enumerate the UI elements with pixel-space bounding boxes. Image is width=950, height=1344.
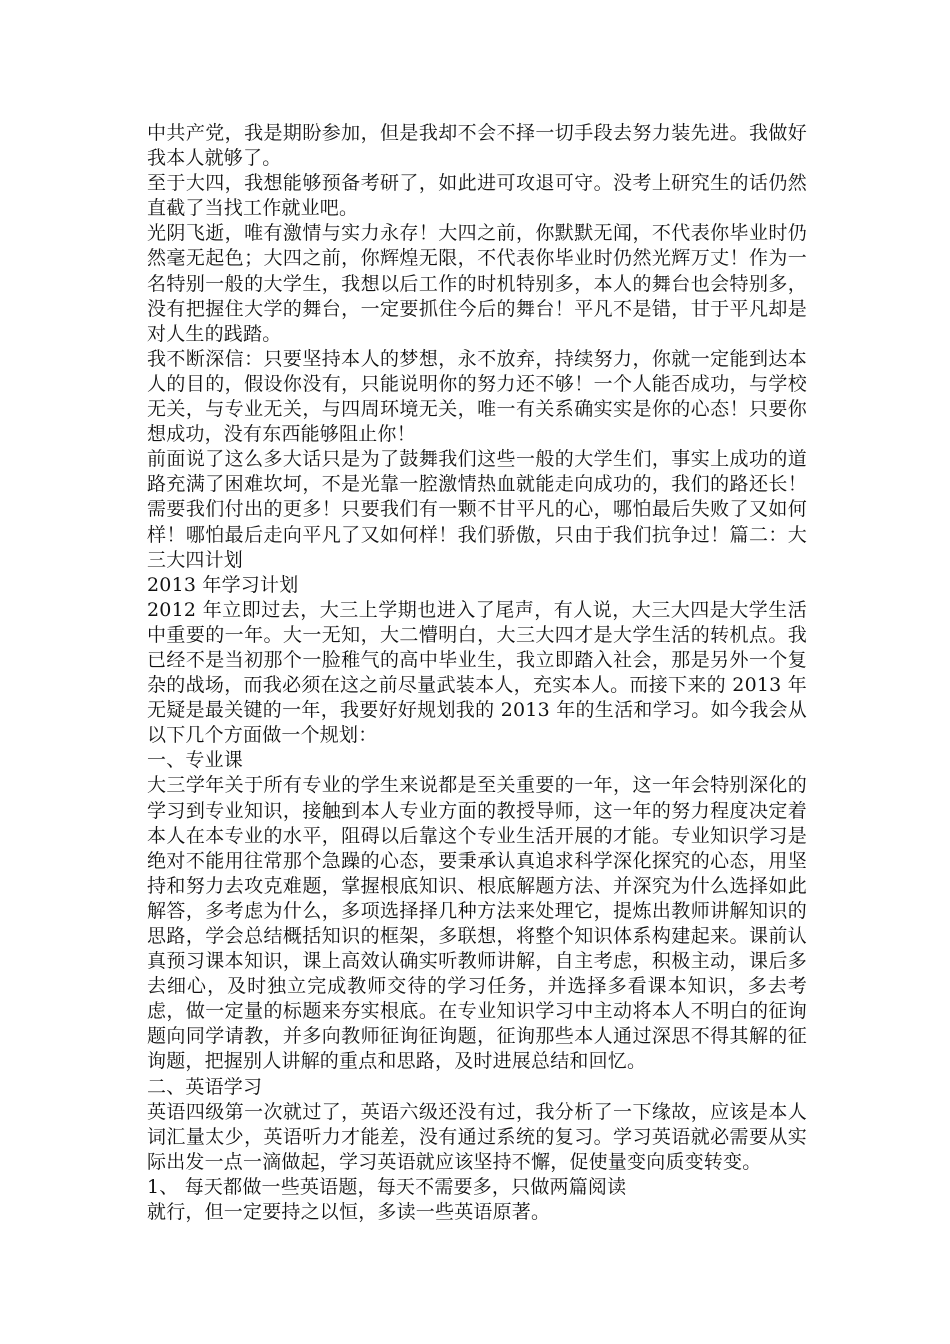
paragraph-senior-year: 至于大四，我想能够预备考研了，如此进可攻退可守。没考上研究生的话仍然直截了当找工作就业吧。 [147,172,807,220]
section-heading-major: 一、专业课 [147,749,244,772]
paragraph-party: 中共产党，我是期盼参加，但是我却不会不择一切手段去努力装先进。我做好我本人就够了。 [147,122,807,170]
paragraph-time-flies: 光阴飞逝，唯有激情与实力永存！大四之前，你默默无闻，不代表你毕业时仍然毫无起色；大四之前，你辉煌无限，不代表你毕业时仍然光辉万丈！作为一名特别一般的大学生，我想以后工作的时机特别多，本人的舞台也会特别多，没有把握住大学的舞台，一定要抓住今后的舞台！平凡不是错，甘于平凡却是对人生的践踏。 [147,222,807,345]
paragraph-plan-title: 2013 年学习计划 [147,573,299,596]
section-heading-english: 二、英语学习 [147,1075,263,1098]
paragraph-english-continued: 就行，但一定要持之以恒，多读一些英语原著。 [147,1201,551,1224]
paragraph-major-courses: 大三学年关于所有专业的学生来说都是至关重要的一年，这一年会特别深化的学习到专业知识，接触到本人专业方面的教授导师，这一年的努力程度决定着本人在本专业的水平，阻碍以后靠这个专业生活开展的才能。专业知识学习是绝对不能用往常那个急躁的心态，要秉承认真追求科学深化探究的心态，用坚持和努力去攻克难题，掌握根底知识、根底解题方法、并深究为什么选择如此解答，多考虑为什么，多项选择择几种方法来处理它，提炼出教师讲解知识的思路，学会总结概括知识的框架，多联想，将整个知识体系构建起来。课前认真预习课本知识，课上高效认确实听教师讲解，自主考虑，积极主动，课后多去细心，及时独立完成教师交待的学习任务，并选择多看课本知识，多去考虑，做一定量的标题来夯实根底。在专业知识学习中主动将本人不明白的征询题向同学请教，并多向教师征询征询题，征询那些本人通过深思不得其解的征询题，把握别人讲解的重点和思路，及时进展总结和回忆。 [147,774,807,1073]
document-body [147,121,807,1225]
paragraph-encouragement: 前面说了这么多大话只是为了鼓舞我们这些一般的大学生们，事实上成功的道路充满了困难坎坷，不是光靠一腔激情热血就能走向成功的，我们的路还长！需要我们付出的更多！只要我们有一颗不甘平凡的心，哪怕最后失败了又如何样！哪怕最后走向平凡了又如何样！我们骄傲，只由于我们抗争过！篇二：大三大四计划 [147,448,807,571]
paragraph-english: 英语四级第一次就过了，英语六级还没有过，我分析了一下缘故，应该是本人词汇量太少，英语听力才能差，没有通过系统的复习。学习英语就必需要从实际出发一点一滴做起，学习英语就应该坚持不懈，促使量变向质变转变。 [147,1100,807,1173]
list-item-english-1: 1、 每天都做一些英语题，每天不需要多，只做两篇阅读 [147,1175,627,1198]
paragraph-belief: 我不断深信：只要坚持本人的梦想，永不放弃，持续努力，你就一定能到达本人的目的，假设你没有，只能说明你的努力还不够！一个人能否成功，与学校无关，与专业无关，与四周环境无关，唯一有关系确实实是你的心态！只要你想成功，没有东西能够阻止你！ [147,347,807,446]
paragraph-plan-intro: 2012 年立即过去，大三上学期也进入了尾声，有人说，大三大四是大学生活中重要的一年。大一无知，大二懵明白，大三大四才是大学生活的转机点。我已经不是当初那个一脸稚气的高中毕业生，我立即踏入社会，那是另外一个复杂的战场，而我必须在这之前尽量武装本人，充实本人。而接下来的 2013 年无疑是最关键的一年，我要好好规划我的 2013 年的生活和学习。如今我会从以下几个方面做一个规划： [147,598,807,747]
